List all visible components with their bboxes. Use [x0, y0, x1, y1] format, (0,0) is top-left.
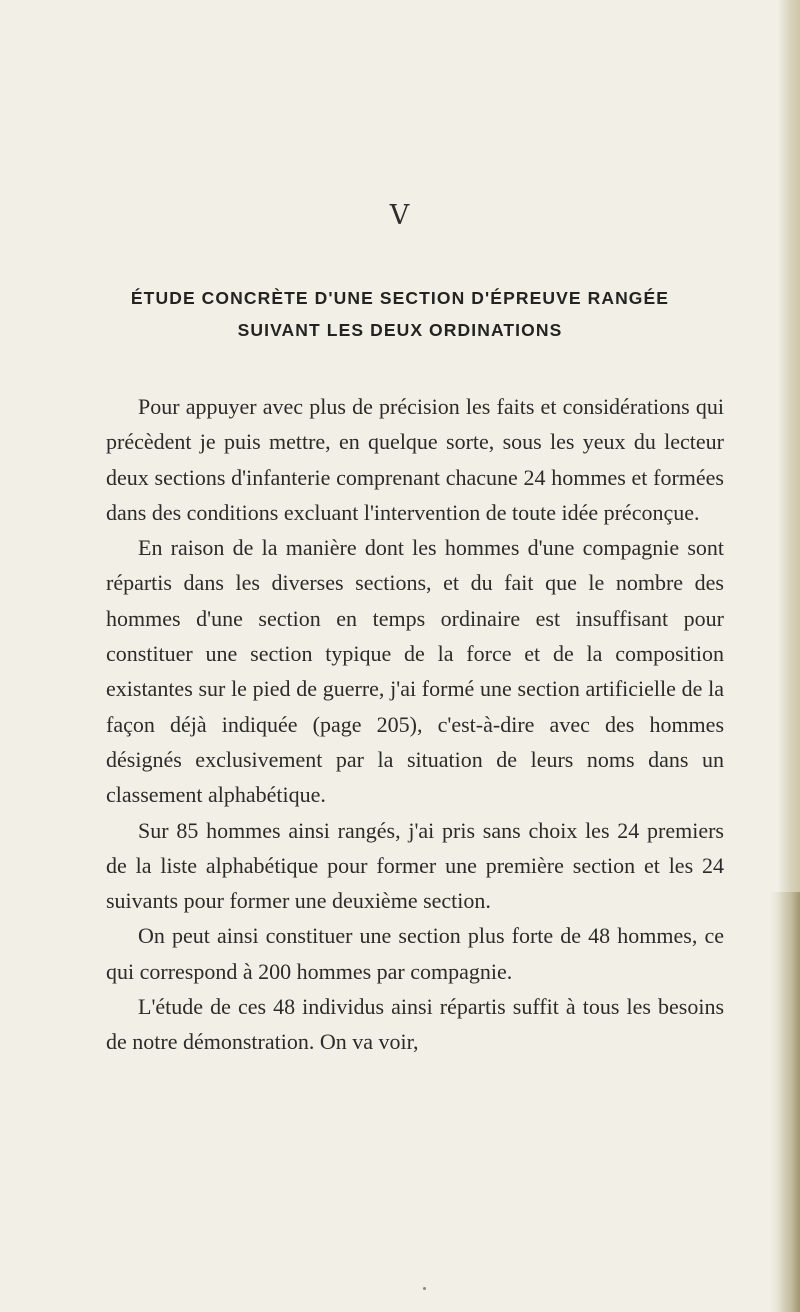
chapter-title — [0, 282, 800, 346]
paragraph: On peut ainsi constituer une section plus forte de 48 hommes, ce qui correspond à 200 hommes par compagnie. — [106, 923, 724, 984]
paragraph: Sur 85 hommes ainsi rangés, j'ai pris sans choix les 24 premiers de la liste alphabétique pour former une première section et les 24 suivants pour former une deuxième section. — [106, 817, 724, 914]
print-speck — [423, 1287, 426, 1290]
chapter-title-line-2: SUIVANT LES DEUX ORDINATIONS — [237, 320, 563, 340]
body-text — [106, 389, 724, 1060]
chapter-number: V — [389, 200, 411, 231]
page-edge-stain — [770, 892, 800, 1312]
paragraph: L'étude de ces 48 individus ainsi répartis suffit à tous les besoins de notre démonstration. On va voir, — [106, 994, 724, 1055]
paragraph: En raison de la manière dont les hommes d'une compagnie sont répartis dans les diverses sections, et du fait que le nombre des hommes d'une section en temps ordinaire est insuffisant pour constituer une section typique de la force et de la composition existantes sur le pied de guerre, j'ai formé une section artificielle de la façon déjà indiquée (page 205), c'est-à-dire avec des hommes désignés exclusivement par la situation de leurs noms dans un classement alphabétique. — [106, 535, 724, 808]
chapter-title-line-1: ÉTUDE CONCRÈTE D'UNE SECTION D'ÉPREUVE RANGÉE — [130, 288, 670, 308]
paragraph: Pour appuyer avec plus de précision les faits et considérations qui précèdent je puis mettre, en quelque sorte, sous les yeux du lecteur deux sections d'infanterie comprenant chacune 24 hommes et formées dans des conditions excluant l'intervention de toute idée préconçue. — [106, 394, 724, 525]
